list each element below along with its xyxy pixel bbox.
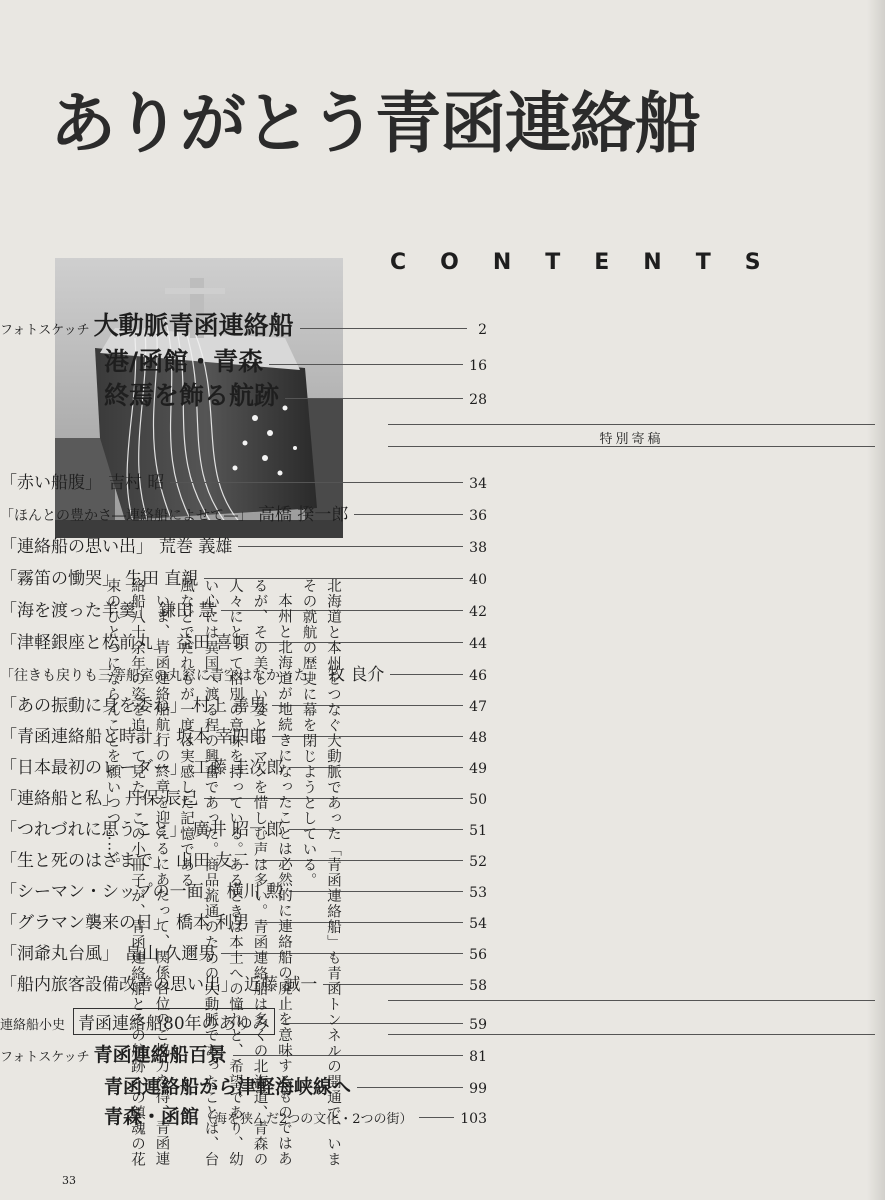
toc-page: 51 (469, 823, 487, 839)
leader-line (269, 364, 463, 365)
toc-title: 「グラマン襲来の日」 (0, 913, 170, 933)
toc-title: 青函連絡船百景 (93, 1044, 227, 1066)
toc-title: 青函連絡船80年のあゆみ (73, 1008, 275, 1035)
toc-author: 益田 喜頓 (176, 633, 250, 653)
toc-page: 56 (469, 947, 487, 963)
toc-author: 近藤 誠一 (244, 975, 318, 995)
intro-paragraph: いま、青函連絡船航行の終章を迎えるにあたって、関係各位のご協力を得、青函連絡船八十余年の姿を追って見た。この小冊子が、青函連絡船とその航跡への鎮魂の花束のひとつにならんことを願いつつ……。 (104, 578, 170, 1167)
leader-line (300, 328, 467, 329)
toc-author: 坂本 幸四郎 (176, 727, 267, 747)
intro-text (55, 578, 345, 1178)
toc-prefix: フォトスケッチ (0, 1050, 90, 1065)
toc-page: 49 (469, 761, 487, 777)
leader-line (390, 674, 463, 675)
toc-title: 「往きも戻りも三等船室の丸窓に青空はなかった」 (0, 668, 322, 684)
divider (388, 424, 875, 425)
toc-title: 「つれづれに思うこと」 (0, 820, 187, 840)
toc-title: 終焉を飾る航跡 (104, 381, 280, 410)
toc-author: 橋本 利男 (176, 913, 250, 933)
leader-line (419, 1117, 455, 1118)
toc-author: 山田 友二 (176, 851, 250, 871)
toc-title: 「霧笛の慟哭」 (0, 569, 119, 589)
toc-title: 「生と死のはざまで」 (0, 851, 170, 871)
toc-title: 「シーマン・シップの一面」 (0, 882, 221, 902)
toc-page: 103 (460, 1111, 487, 1127)
toc-page: 2 (478, 322, 487, 338)
toc-title: 青函連絡船から津軽海峡線へ (104, 1076, 352, 1098)
toc-title: 「赤い船腹」 (0, 473, 102, 493)
toc-prefix: フォトスケッチ (0, 323, 90, 338)
toc-author: 畠山 久邇男 (125, 944, 216, 964)
toc-entry-contribution[interactable] (0, 500, 487, 525)
toc-title: 「連絡船の思い出」 (0, 537, 153, 557)
toc-page: 28 (469, 392, 487, 408)
special-section-heading: 特別寄稿 (599, 432, 664, 447)
toc-title: 青森・函館 (104, 1106, 200, 1128)
toc-title: 「海を渡った羊羹」 (0, 601, 153, 621)
toc-title: 「あの振動に身を委ね」 (0, 696, 187, 716)
toc-page: 38 (469, 540, 487, 556)
divider (388, 1000, 875, 1001)
intro-paragraph: 北海道と本州をつなぐ大動脈であった「青函連絡船」も青函トンネルの開通で、いまその就航の歴史に幕を閉じようとしている。 (300, 578, 341, 1167)
toc-page: 42 (469, 604, 487, 620)
toc-page: 40 (469, 572, 487, 588)
leader-line (354, 514, 463, 515)
page-edge-shadow (867, 0, 885, 1200)
toc-author: 生田 直親 (125, 569, 199, 589)
leader-line (357, 1087, 463, 1088)
toc-page: 44 (469, 636, 487, 652)
toc-title: 港/函館・青森 (104, 347, 264, 376)
toc-entry-wake[interactable] (0, 376, 487, 412)
toc-page: 34 (469, 476, 487, 492)
intro-paragraph: 本州と北海道が地続きになったことは必然的に連絡船の廃止を意味するものではあるが、その美しい姿とロマンを惜しむ声は多い。青函連絡船は多くの北海道、青森の人々にとって格別の意味を持っている。あるときは本土への憧れと、希望であり、幼い心には異国へ渡る程の興奮であった。商品流通のための大動脈であったことは、台風などでだれもが一度は実感した記憶である。 (178, 578, 292, 1167)
toc-author: 廣井 昭一郎 (192, 820, 284, 840)
toc-page: 36 (469, 508, 487, 524)
toc-page: 54 (469, 916, 487, 932)
toc-author: 工藤 圭次郎 (193, 758, 284, 778)
toc-entry-ports[interactable] (0, 342, 487, 378)
toc-author: 吉村 昭 (108, 473, 165, 493)
toc-author: 村上 善男 (193, 696, 267, 716)
toc-entry-photo-sketch[interactable] (0, 306, 487, 342)
toc-page: 81 (469, 1049, 487, 1065)
toc-page: 47 (469, 699, 487, 715)
toc-page: 16 (469, 358, 487, 374)
toc-author: 高橋 揆一郎 (258, 505, 349, 525)
toc-page: 59 (469, 1017, 487, 1033)
toc-author: 荒巻 義雄 (159, 537, 233, 557)
toc-page: 52 (469, 854, 487, 870)
toc-author: 丹保 辰己 (125, 789, 199, 809)
page-title: ありがとう青函連絡船 (50, 84, 700, 162)
toc-entry-contribution[interactable] (0, 532, 487, 557)
toc-title: 「洞爺丸台風」 (0, 944, 119, 964)
toc-title: 「津軽銀座と松前丸」 (0, 633, 170, 653)
divider (388, 1034, 875, 1035)
toc-page: 53 (469, 885, 487, 901)
contents-heading: CONTENTS (390, 250, 795, 275)
toc-entry-contribution[interactable] (0, 468, 487, 493)
toc-page: 48 (469, 730, 487, 746)
toc-page: 50 (469, 792, 487, 808)
toc-page: 46 (469, 668, 487, 684)
toc-author: 横川 勲 (226, 882, 284, 902)
divider (388, 446, 875, 447)
toc-title: 「船内旅客設備改善の思い出」 (0, 975, 238, 995)
toc-subtitle: （海を狭んだ2つの文化・2つの街） (201, 1112, 413, 1127)
page-number: 33 (62, 1174, 76, 1187)
leader-line (238, 546, 463, 547)
leader-line (170, 482, 463, 483)
leader-line (285, 398, 463, 399)
toc-title: 「連絡船と私」 (0, 789, 119, 809)
toc-page: 58 (469, 978, 487, 994)
toc-title: 「ほんとの豊かさ―連絡船によせて―」 (0, 508, 252, 524)
toc-title: 大動脈青函連絡船 (93, 311, 294, 340)
toc-prefix: 連絡船小史 (0, 1018, 66, 1033)
toc-page: 99 (469, 1081, 487, 1097)
toc-author: 牧 良介 (328, 665, 385, 685)
toc-author: 鎌田 慧 (159, 601, 216, 621)
toc-title: 「日本最初のレーダー」 (0, 758, 187, 778)
toc-title: 「青函連絡船と時計」 (0, 727, 170, 747)
